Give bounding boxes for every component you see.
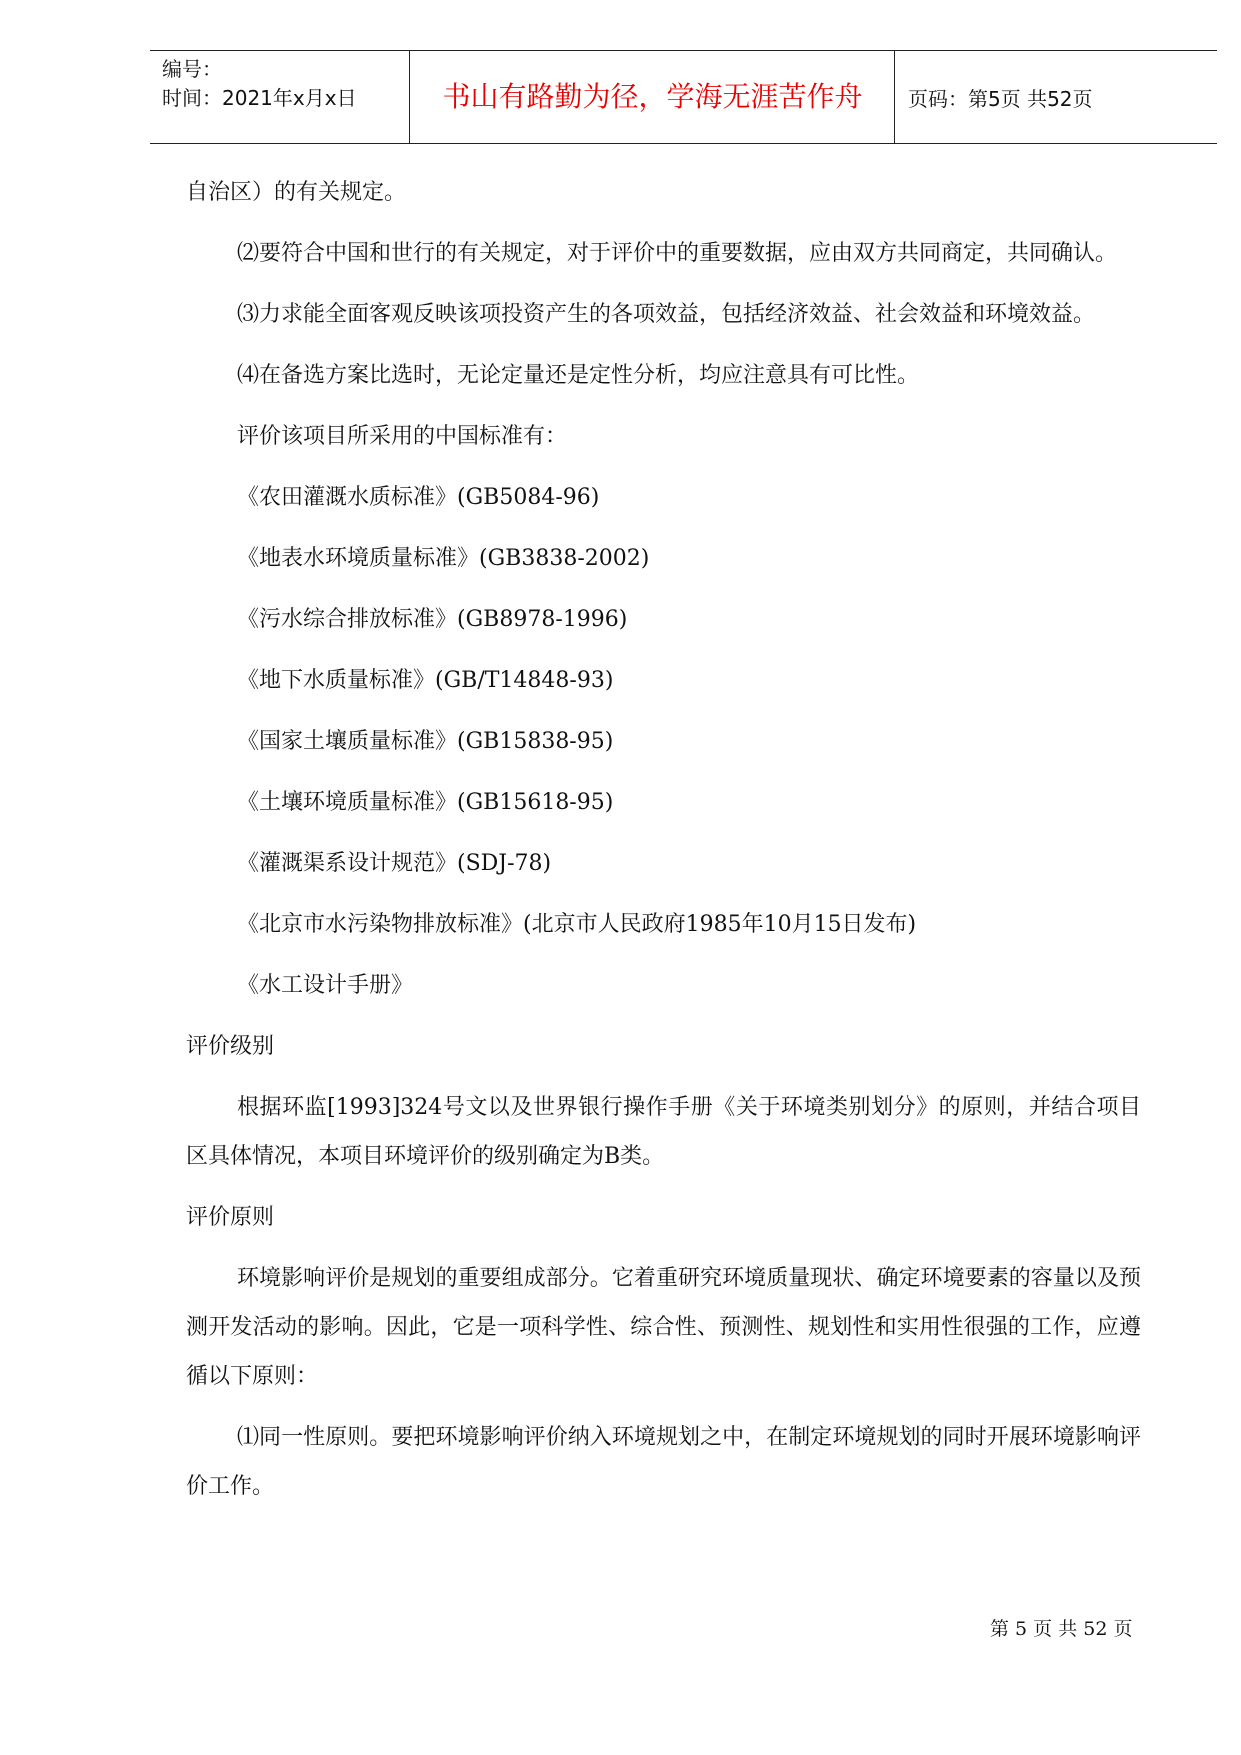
section-heading-principles: 评价原则 bbox=[186, 1205, 275, 1230]
header-meta bbox=[162, 55, 357, 113]
paragraph-standards-intro: 评价该项目所采用的中国标准有： bbox=[237, 424, 568, 449]
paragraph-principles: 环境影响评价是规划的重要组成部分。它着重研究环境质量现状、确定环境要素的容量以及预测开发活动的影响。因此，它是一项科学性、综合性、预测性、规划性和实用性很强的工作，应遵循以下原则： bbox=[186, 1266, 1141, 1389]
standard-item: 《污水综合排放标准》(GB8978-1996) bbox=[237, 607, 628, 632]
paragraph-rule-2: ⑵要符合中国和世行的有关规定，对于评价中的重要数据，应由双方共同商定，共同确认。 bbox=[237, 241, 1118, 266]
standard-item: 《国家土壤质量标准》(GB15838-95) bbox=[237, 729, 614, 754]
standard-item: 《北京市水污染物排放标准》(北京市人民政府1985年10月15日发布) bbox=[237, 912, 917, 937]
standard-item: 《地下水质量标准》(GB/T14848-93) bbox=[237, 668, 614, 693]
paragraph-principle-1: ⑴同一性原则。要把环境影响评价纳入环境规划之中，在制定环境规划的同时开展环境影响评价工作。 bbox=[186, 1425, 1141, 1499]
section-heading-level: 评价级别 bbox=[186, 1034, 275, 1059]
header-divider bbox=[409, 51, 410, 143]
header-page-code: 页码：第5页 共52页 bbox=[908, 87, 1093, 111]
page-header bbox=[150, 50, 1217, 144]
standards-list bbox=[186, 473, 1141, 1010]
header-divider bbox=[894, 51, 895, 143]
standard-item: 《灌溉渠系设计规范》(SDJ-78) bbox=[237, 851, 552, 876]
page-footer: 第 5 页 共 52 页 bbox=[990, 1618, 1133, 1640]
standard-item: 《地表水环境质量标准》(GB3838-2002) bbox=[237, 546, 650, 571]
standard-item: 《农田灌溉水质标准》(GB5084-96) bbox=[237, 485, 600, 510]
standard-item: 《水工设计手册》 bbox=[237, 973, 414, 998]
paragraph-rule-4: ⑷在备选方案比选时，无论定量还是定性分析，均应注意具有可比性。 bbox=[237, 363, 920, 388]
document-number-label: 编号： bbox=[162, 57, 222, 81]
document-time: 时间：2021年x月x日 bbox=[162, 86, 357, 110]
document-body bbox=[186, 168, 1141, 1523]
header-motto: 书山有路勤为径，学海无涯苦作舟 bbox=[442, 80, 863, 113]
paragraph-level: 根据环监[1993]324号文以及世界银行操作手册《关于环境类别划分》的原则，并结合项目区具体情况，本项目环境评价的级别确定为B类。 bbox=[186, 1095, 1141, 1169]
paragraph-continuation: 自治区）的有关规定。 bbox=[186, 180, 407, 205]
paragraph-rule-3: ⑶力求能全面客观反映该项投资产生的各项效益，包括经济效益、社会效益和环境效益。 bbox=[237, 302, 1096, 327]
standard-item: 《土壤环境质量标准》(GB15618-95) bbox=[237, 790, 614, 815]
